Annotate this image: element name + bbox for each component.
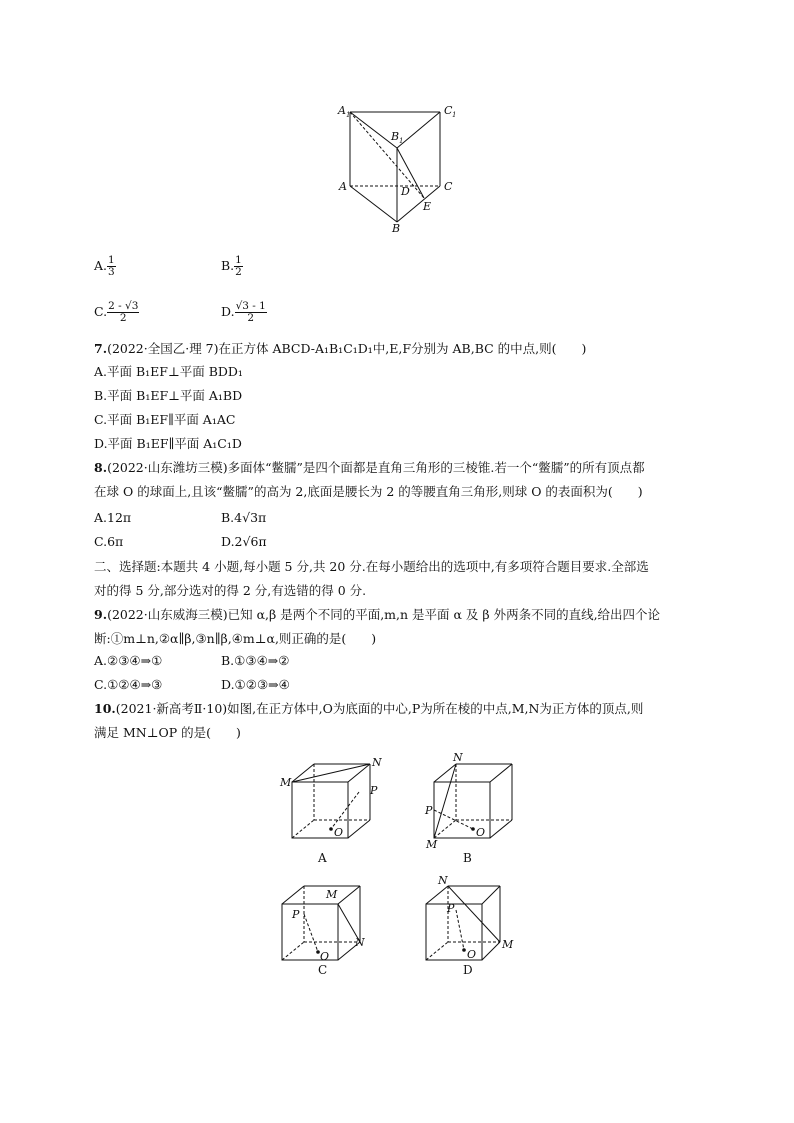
svg-text:P: P xyxy=(425,804,433,817)
q8-option-a[interactable]: A.12π xyxy=(94,510,132,525)
q9-stem-line1: 9.(2022·山东威海三模)已知 α,β 是两个不同的平面,m,n 是平面 α 及 β 外两条不同的直线,给出四个论 xyxy=(94,607,661,622)
q9-option-a[interactable]: A.②③④⇒① xyxy=(94,653,163,668)
svg-text:P: P xyxy=(447,902,455,915)
cube-figure-a xyxy=(278,752,382,872)
q7-option-c[interactable]: C.平面 B₁EF∥平面 A₁AC xyxy=(94,412,236,427)
caption-a: A xyxy=(318,851,327,865)
q10-stem-line2: 满足 MN⊥OP 的是( ) xyxy=(94,725,241,740)
section2-line2: 对的得 5 分,部分选对的得 2 分,有选错的得 0 分. xyxy=(94,583,367,598)
caption-b: B xyxy=(463,851,472,865)
q8-stem-line1: 8.(2022·山东潍坊三模)多面体“鳖臑”是四个面都是直角三角形的三棱锥.若一个“鳖臑”的所有顶点都 xyxy=(94,460,645,475)
label-C1: C xyxy=(444,104,453,117)
label-B1: B xyxy=(391,130,400,143)
q7-option-d[interactable]: D.平面 B₁EF∥平面 A₁C₁D xyxy=(94,436,242,451)
svg-text:O: O xyxy=(467,948,477,961)
q8-option-b[interactable]: B.4√3π xyxy=(221,510,267,525)
q6-option-a[interactable]: A. $\frac{1}{3}$ xyxy=(94,254,115,278)
label-E: E xyxy=(423,200,432,213)
label-C: C xyxy=(444,180,453,193)
q9-option-b[interactable]: B.①③④⇒② xyxy=(221,653,290,668)
svg-text:N: N xyxy=(372,756,382,769)
svg-text:M: M xyxy=(426,838,438,851)
q9-option-c[interactable]: C.①②④⇒③ xyxy=(94,677,163,692)
q9-stem-line2: 断:①m⊥n,②α∥β,③n∥β,④m⊥α,则正确的是( ) xyxy=(94,631,377,646)
svg-text:P: P xyxy=(292,908,300,921)
svg-text:M: M xyxy=(280,776,292,789)
section2-line1: 二、选择题:本题共 4 小题,每小题 5 分,共 20 分.在每小题给出的选项中,有多项符合题目要求.全部选 xyxy=(94,559,649,574)
q6-option-c[interactable]: C. $\frac{2 - √3}{2}$ xyxy=(94,300,139,324)
svg-text:N: N xyxy=(355,936,365,949)
svg-text:M: M xyxy=(502,938,514,951)
q6-option-b[interactable]: B. $\frac{1}{2}$ xyxy=(221,254,242,278)
label-B: B xyxy=(392,222,401,235)
q7-option-b[interactable]: B.平面 B₁EF⊥平面 A₁BD xyxy=(94,388,243,403)
cube-figure-c xyxy=(268,880,378,980)
cube-figure-b xyxy=(420,752,520,872)
label-D: D xyxy=(401,185,410,198)
svg-text:1: 1 xyxy=(399,137,404,145)
caption-c: C xyxy=(318,963,328,977)
q7-option-a[interactable]: A.平面 B₁EF⊥平面 BDD₁ xyxy=(94,364,243,379)
svg-text:1: 1 xyxy=(452,111,457,119)
q6-option-d[interactable]: D. $\frac{√3 - 1}{2}$ xyxy=(221,300,266,324)
svg-text:O: O xyxy=(320,950,330,963)
svg-text:O: O xyxy=(334,826,344,839)
prism-figure xyxy=(330,98,470,238)
svg-text:O: O xyxy=(476,826,486,839)
svg-text:N: N xyxy=(453,751,463,764)
q10-stem-line1: 10.(2021·新高考Ⅱ·10)如图,在正方体中,O为底面的中心,P为所在棱的中点,M,N为正方体的顶点,则 xyxy=(94,701,644,716)
q8-stem-line2: 在球 O 的球面上,且该“鳖臑”的高为 2,底面是腰长为 2 的等腰直角三角形,则球 O 的表面积为( ) xyxy=(94,484,643,499)
svg-text:1: 1 xyxy=(346,111,351,119)
svg-text:P: P xyxy=(370,784,378,797)
svg-text:M: M xyxy=(326,888,338,901)
label-A1: A xyxy=(338,104,346,117)
caption-d: D xyxy=(463,963,473,977)
svg-text:N: N xyxy=(438,874,448,887)
cube-figure-d xyxy=(418,872,528,982)
q9-option-d[interactable]: D.①②③⇒④ xyxy=(221,677,290,692)
q8-option-c[interactable]: C.6π xyxy=(94,534,124,549)
q7-stem: 7.(2022·全国乙·理 7)在正方体 ABCD-A₁B₁C₁D₁中,E,F分别为 AB,BC 的中点,则( ) xyxy=(94,341,587,356)
label-A: A xyxy=(339,180,347,193)
q8-option-d[interactable]: D.2√6π xyxy=(221,534,267,549)
